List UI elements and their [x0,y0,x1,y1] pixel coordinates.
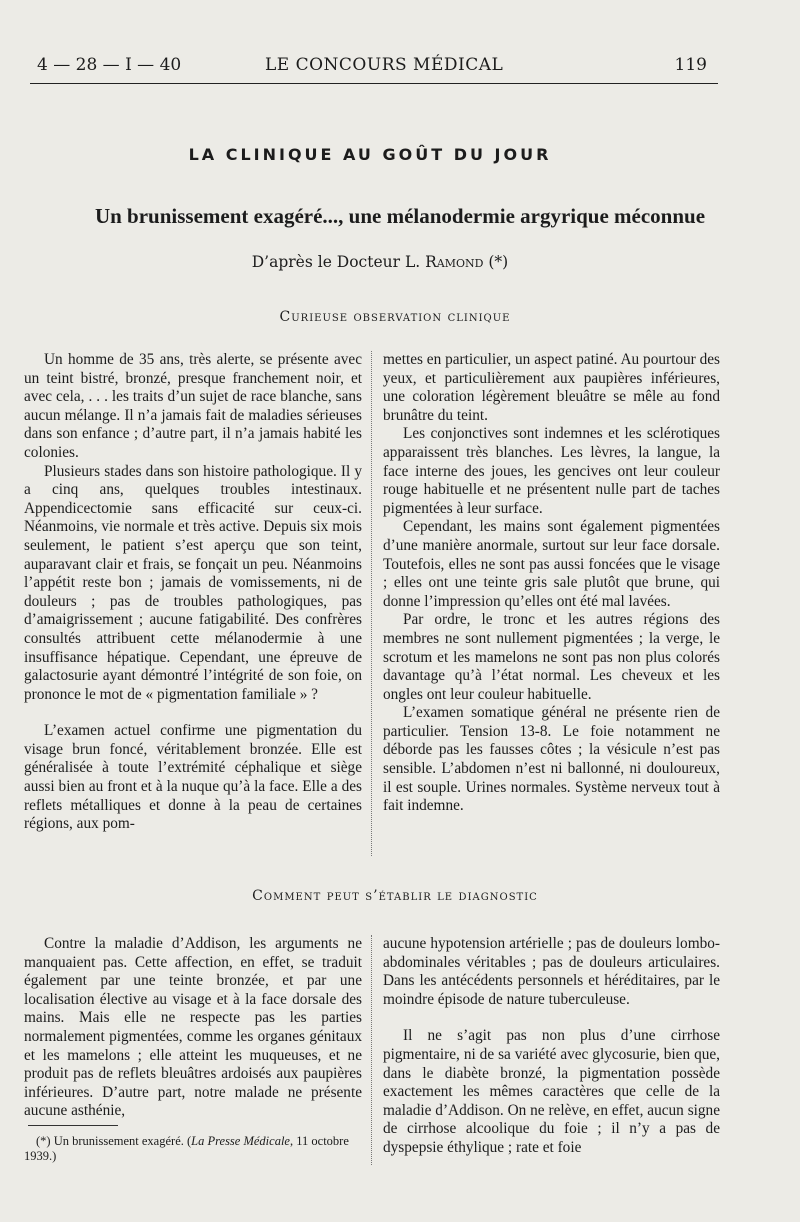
footnote-rule [28,1125,118,1126]
column-left-diagnostic [24,935,362,1121]
rubric-heading: LA CLINIQUE AU GOÛT DU JOUR [188,145,552,164]
paragraph: Plusieurs stades dans son histoire pathologique. Il y a cinq ans, quelques troubles intestinaux. Appendicectomie sans efficacité sur ceux-ci. Néanmoins, vie normale et très active. Depuis six mois seulement, le patient s’est aperçu que son teint, auparavant clair et frais, se fonçait un peu. Néanmoins l’appétit reste bon ; jamais de vomissements, ni de douleurs ; pas de troubles pathologiques, pas d’amaigrissement ; aucune fatigabilité. Des confrères consultés attribuent cette mélanodermie à une insuffisance hépatique. Cependant, une épreuve de galactosurie ayant démontré l’intégrité de son foie, on prononce le mot de « pigmentation familiale » ? [24,462,362,703]
footnote [24,1134,362,1164]
byline-author: Ramond [425,253,484,271]
paragraph: Par ordre, le tronc et les autres régions des membres ne sont nullement pigmentées ; la verge, le scrotum et les mamelons ne sont pas non plus colorés davantage qu’à l’état normal. Les cheveux et les ongles ont leur couleur habituelle. [383,611,720,703]
footnote-date: , 11 octobre 1939.) [24,1134,349,1163]
column-left-observation [24,351,362,834]
footnote-text: (*) Un brunissement exagéré. ( [36,1134,192,1148]
journal-name: LE CONCOURS MÉDICAL [265,55,504,75]
page-header [32,55,707,85]
article-title: Un brunissement exagéré..., une mélanodermie argyrique méconnue [94,204,706,228]
page-number: 119 [674,55,707,75]
paragraph: mettes en particulier, un aspect patiné. Au pourtour des yeux, et particulièrement aux paupières inférieures, une coloration légèrement bleuâtre se mêle au fond brunâtre du teint. [383,351,720,424]
paragraph: Cependant, les mains sont également pigmentées d’une manière anormale, surtout sur leur face dorsale. Toutefois, elles ne sont pas aussi foncées que le visage ; elles ont une teinte gris sale plutôt que brune, qui donne l’impression qu’elles ont été mal lavées. [383,518,720,610]
section-heading-observation: Curieuse observation clinique [279,309,511,325]
paragraph: Il ne s’agit pas non plus d’une cirrhose pigmentaire, ni de sa variété avec glycosurie, bien que, dans le diabète bronzé, la pigmentation possède exactement les mêmes caractères que celle de la maladie d’Addison. On ne relève, en effet, aucun signe de cirrhose alcoolique du foie ; il n’y a pas de dyspepsie éthylique ; rate et foie [383,1027,720,1156]
column-divider [371,351,372,856]
column-right-diagnostic [383,935,720,1158]
paragraph: L’examen somatique général ne présente rien de particulier. Tension 13-8. Le foie notamment ne déborde pas les fausses côtes ; la vésicule n’est pas sensible. L’abdomen n’est ni ballonné, ni douloureux, il est souple. Urines normales. Système nerveux tout à fait indemne. [383,704,720,815]
paragraph: aucune hypotension artérielle ; pas de douleurs lombo-abdominales véritables ; pas de douleurs articulaires. Dans les antécédents personnels et héréditaires, par le moindre épisode de nature tuberculeuse. [383,935,720,1008]
footnote-source: La Presse Médicale [191,1134,290,1148]
byline [0,253,760,271]
column-right-observation [383,351,720,816]
section-heading-diagnostic: Comment peut s’établir le diagnostic [252,888,538,904]
paragraph: Un homme de 35 ans, très alerte, se présente avec un teint bistré, bronzé, presque franchement noir, et avec cela, . . . les traits d’un sujet de race blanche, sans aucun mélange. Il n’a jamais fait de maladies sérieuses dans son enfance ; d’autre part, il n’a jamais habité les colonies. [24,351,362,461]
header-rule [30,83,718,84]
paragraph: Les conjonctives sont indemnes et les sclérotiques apparaissent très blanches. Les lèvres, la langue, la face interne des joues, les gencives ont leur couleur rouge habituelle et ne présentent nulle part de taches pigmentées à leur surface. [383,425,720,517]
byline-suffix: (*) [483,253,509,271]
issue-date: 4 — 28 — I — 40 [37,55,182,75]
column-divider [371,935,372,1165]
byline-prefix: D’après le Docteur L. [251,253,426,271]
paragraph: Contre la maladie d’Addison, les arguments ne manquaient pas. Cette affection, en effet, se traduit également par une teinte bronzée, et par une localisation élective au visage et à la face dorsale des mains. Mais elle ne respecte pas les parties normalement pigmentées, comme les organes génitaux et les mamelons ; elle atteint les muqueuses, et ne produit pas de reflets bleuâtres ardoisés aux paupières inférieures. D’autre part, notre malade ne présente aucune asthénie, [24,935,362,1120]
paragraph: L’examen actuel confirme une pigmentation du visage brun foncé, véritablement bronzée. Elle est généralisée à toute l’extrémité céphalique et siège aussi bien au front et à la nuque qu’à la face. Elle a des reflets métalliques et donne à la peau de certaines régions, aux pom- [24,722,362,833]
